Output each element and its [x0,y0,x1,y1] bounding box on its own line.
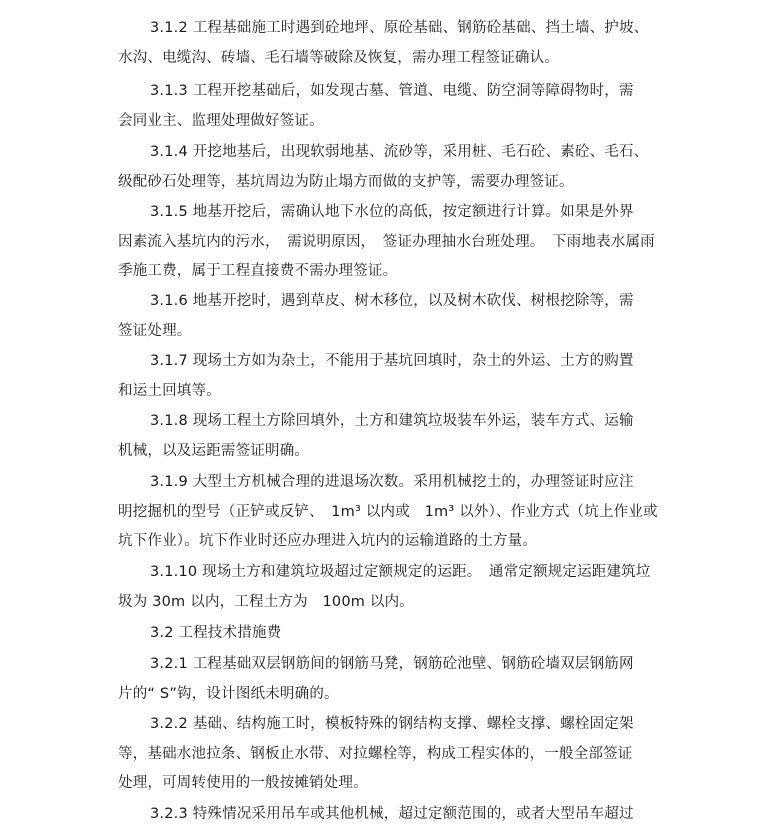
paragraph-line: 水沟、电缆沟、砖墙、毛石墙等破除及恢复，需办理工程签证确认。 [118,49,559,66]
paragraph-line: 因素流入基坑内的污水， 需说明原因， 签证办理抽水台班处理。 下雨地表水属雨 [118,233,655,250]
paragraph-line: 坑下作业）。坑下作业时还应办理进入坑内的运输道路的土方量。 [118,533,538,550]
paragraph-3-2-2 [118,710,658,799]
section-heading-3-2 [118,619,658,649]
paragraph-line: 机械，以及运距需签证明确。 [118,442,310,459]
paragraph-3-1-8 [118,407,658,466]
paragraph-line: 3.2.3 特殊情况采用吊车或其他机械，超过定额范围的，或者大型吊车超过 [150,806,634,822]
paragraph-3-1-3 [118,77,658,136]
paragraph-line: 3.2.1 工程基础双层钢筋间的钢筋马凳，钢筋砼池壁、钢筋砼墙双层钢筋网 [150,656,634,672]
paragraph-line: 明挖掘机的型号（正铲或反铲、 1m³ 以内或 1m³ 以外）、作业方式（坑上作业或 [118,503,658,520]
paragraph-line: 3.1.9 大型土方机械合理的进退场次数。采用机械挖土的，办理签证时应注 [150,474,634,490]
paragraph-line: 级配砂石处理等，基坑周边为防止塌方而做的支护等，需要办理签证。 [118,173,574,190]
paragraph-line: 圾为 30m 以内，工程土方为 100m 以内。 [118,593,415,610]
paragraph-line: 3.1.3 工程开挖基础后，如发现古墓、管道、电缆、防空洞等障碍物时，需 [150,83,634,99]
paragraph-line: 处理，可周转使用的一般按摊销处理。 [118,775,368,792]
paragraph-line: 会同业主、监理处理做好签证。 [118,112,324,129]
section-heading: 3.2 工程技术措施费 [150,625,282,641]
paragraph-line: 季施工费，属于工程直接费不需办理签证。 [118,263,398,280]
paragraph-3-2-3 [118,800,658,830]
paragraph-line: 等，基础水池拉条、钢板止水带、对拉螺栓等，构成工程实体的，一般全部签证 [118,745,633,762]
paragraph-3-1-4 [118,138,658,197]
paragraph-line: 3.1.10 现场土方和建筑垃圾超过定额规定的运距。 通常定额规定运距建筑垃 [150,564,651,580]
paragraph-line: 片的“ S”钩，设计图纸未明确的。 [118,685,339,702]
paragraph-3-1-10 [118,558,658,617]
paragraph-3-1-5 [118,198,658,287]
paragraph-line: 签证处理。 [118,322,192,339]
paragraph-3-1-6 [118,287,658,346]
paragraph-line: 3.1.7 现场土方如为杂土，不能用于基坑回填时，杂土的外运、土方的购置 [150,353,634,369]
paragraph-line: 3.1.2 工程基础施工时遇到砼地坪、原砼基础、钢筋砼基础、挡土墙、护坡、 [150,20,649,36]
paragraph-line: 3.1.6 地基开挖时，遇到草皮、树木移位，以及树木砍伐、树根挖除等，需 [150,293,634,309]
paragraph-line: 和运土回填等。 [118,382,221,399]
paragraph-3-1-9 [118,468,658,557]
paragraph-3-1-2 [118,14,658,73]
paragraph-3-2-1 [118,650,658,709]
paragraph-line: 3.2.2 基础、结构施工时，模板特殊的钢结构支撑、螺栓支撑、螺栓固定架 [150,716,634,732]
paragraph-3-1-7 [118,347,658,406]
paragraph-line: 3.1.8 现场工程土方除回填外，土方和建筑垃圾装车外运，装车方式、运输 [150,413,634,429]
paragraph-line: 3.1.5 地基开挖后，需确认地下水位的高低，按定额进行计算。如果是外界 [150,204,634,220]
paragraph-line: 3.1.4 开挖地基后，出现软弱地基、流砂等，采用桩、毛石砼、素砼、毛石、 [150,144,649,160]
